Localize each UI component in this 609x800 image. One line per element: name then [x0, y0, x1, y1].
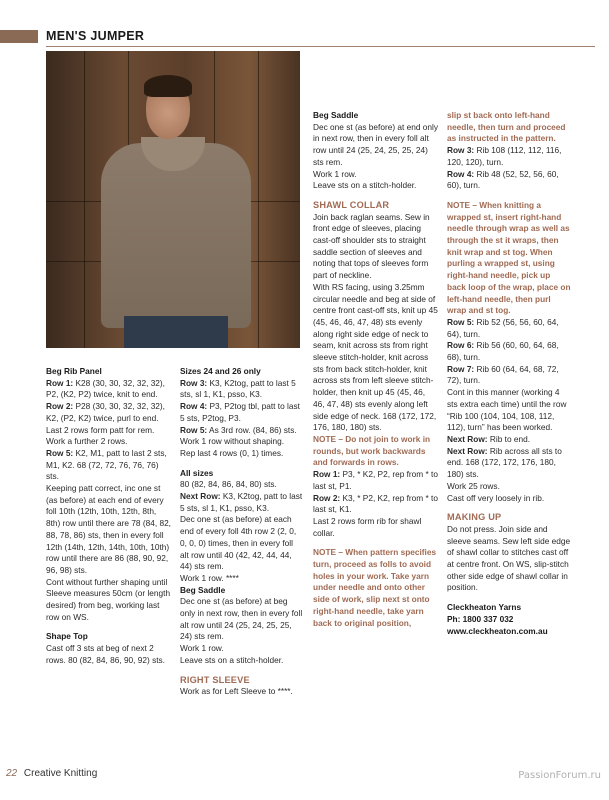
- row3: Row 3: K3, K2tog, patt to last 5 sts, sl 1, K1, psso, K3.: [180, 377, 296, 400]
- note-rows: NOTE – Do not join to work in rounds, but work backwards and forwards in rows.: [313, 433, 431, 468]
- row6: Row 6: Rib 56 (60, 60, 64, 68, 68), turn.: [447, 340, 559, 363]
- rs-facing-text: With RS facing, using 3.25mm circular needle and beg at side of centre front cast-off sts, knit up 45 (45, 46, 46, 47, 48) sts evenly along right side edge of neck to seam, knit across sts from right sleeve stitch-holder, knit across sts from back stitch-holder, knit across sts from left sleeve stitch-holder, then knit up 45 (45, 46, 46, 47, 48) sts evenly along left side edge of neck. 168 (172, 172, 176, 180, 180) sts.: [313, 281, 438, 433]
- row7: Row 7: Rib 60 (64, 64, 68, 72, 72), turn.: [447, 363, 559, 386]
- model-jeans: [124, 316, 228, 348]
- note-wrapped-st: NOTE – When knitting a wrapped st, insert right-hand needle through wrap as well as through the st it wraps, then knit wrap and st tog. When purling a wrapped st, using right-hand needle, pick up back loop of the wrap, place on left-hand needle, then purl wrap and st tog.: [447, 199, 571, 316]
- contact-name: Cleckheaton Yarns: [447, 602, 522, 613]
- keeping-patt: Keeping patt correct, inc one st (as before) at each end of every foll 10th (12th, 10th, 12th, 8th, 8th) row until there are 78 (84, 82, 88, 78, 86) sts, then in every foll 12th (14th, 12th, 14th, 10th, 10th) row until there are 86 (88, 90, 92, 96, 98) sts.: [46, 483, 171, 575]
- cont-manner: Cont in this manner (working 4 sts extra each time) until the row “Rib 100 (104, 104, 108, 112, 112), turn” has been worked.: [447, 387, 567, 433]
- shape-top-title: Shape Top: [46, 631, 88, 642]
- all-sizes-title: All sizes: [180, 467, 214, 478]
- shape-top-text: Cast off 3 sts at beg of next 2 rows. 80 (82, 84, 86, 90, 92) sts.: [46, 643, 165, 665]
- contact-phone: Ph: 1800 337 032: [447, 613, 514, 624]
- section-title: MEN'S JUMPER: [46, 29, 145, 43]
- row1: Row 1: K28 (30, 30, 32, 32, 32), P2, (K2, P2) twice, knit to end.: [46, 377, 165, 400]
- beg-rib-panel-title: Beg Rib Panel: [46, 366, 102, 376]
- sizes-title: Sizes 24 and 26 only: [180, 366, 261, 376]
- note-turn: NOTE – When pattern specifies turn, proceed as folls to avoid holes in your work. Take yarn under needle and onto other side of work, slip next st onto right-hand needle, take yarn back to original position,: [313, 547, 437, 628]
- beg-saddle-title: Beg Saddle: [180, 584, 226, 595]
- making-up-text: Do not press. Join side and sleeve seams. Sew left side edge of shawl collar to stitches cast off at centre front. On WS, slip-stitch other side edge of shawl collar in position.: [447, 523, 571, 593]
- leave-sts: Leave sts on a stitch-holder.: [313, 180, 417, 191]
- row4: Row 4: P3, P2tog tbl, patt to last 5 sts, P2tog, P3.: [180, 401, 300, 423]
- last-2-rows: Last 2 rows form rib for shawl collar.: [313, 515, 422, 538]
- note-turn-cont: slip st back onto left-hand needle, then turn and proceed as instructed in the pattern.: [447, 110, 566, 144]
- model-hair: [144, 75, 192, 97]
- contact-web: www.cleckheaton.com.au: [447, 625, 548, 636]
- cont-without: Cont without further shaping until Sleeve measures 50cm (or length desired) from beg, working last row on WS.: [46, 576, 171, 622]
- making-up-title: MAKING UP: [447, 512, 502, 523]
- page-number: 22: [6, 768, 18, 779]
- shawl-collar-title: SHAWL COLLAR: [313, 199, 390, 210]
- column-2: [180, 366, 304, 698]
- right-sleeve-title: RIGHT SLEEVE: [180, 674, 250, 685]
- beg-saddle-text: Dec one st (as before) at end only in next row, then in every foll alt row until 24 (25, 24, 25, 25, 24) sts rem.: [313, 121, 438, 167]
- work-row: Work 1 row. ****: [180, 572, 239, 583]
- magazine-name: Creative Knitting: [23, 768, 98, 779]
- work-1-row: Work 1 row without shaping.: [180, 436, 285, 447]
- column-3: [313, 110, 438, 629]
- model-photo: [46, 51, 300, 348]
- row2: Row 2: K3, * P2, K2, rep from * to last st, K1.: [313, 492, 438, 515]
- last-2-rows: Last 2 rows form patt for rem.: [46, 424, 155, 435]
- header-divider: [46, 46, 595, 47]
- next-row: Next Row: K3, K2tog, patt to last 5 sts, sl 1, K1, psso, K3.: [180, 491, 303, 513]
- shawl-text: Join back raglan seams. Sew in front edge of sleeves, placing cast-off shoulder sts to straight saddle section of sleeves and noting that tops of sleeves form part of neckline.: [313, 211, 430, 281]
- column-1: [46, 366, 171, 667]
- work-25-rows: Work 25 rows.: [447, 480, 500, 491]
- beg-saddle-text: Dec one st (as before) at beg only in next row, then in every foll alt row until 24 (25, 24, 25, 25, 24) sts rem.: [180, 596, 303, 642]
- header-accent-bar: [0, 30, 38, 43]
- dec-text: Dec one st (as before) at each end of every foll 4th row 2 (2, 0, 0, 0, 0) times, then in every foll alt row until 40 (42, 42, 44, 44, 44) sts rem.: [180, 514, 297, 572]
- page-footer: [6, 768, 97, 779]
- row5: Row 5: As 3rd row. (84, 86) sts.: [180, 424, 297, 435]
- leave-sts: Leave sts on a stitch-holder.: [180, 654, 284, 665]
- watermark: PassionForum.ru: [518, 770, 601, 781]
- row4: Row 4: Rib 48 (52, 52, 56, 60, 60), turn.: [447, 168, 559, 191]
- next-row-1: Next Row: Rib to end.: [447, 433, 531, 444]
- beg-saddle-title: Beg Saddle: [313, 110, 359, 120]
- cast-off: Cast off very loosely in rib.: [447, 492, 545, 503]
- work-further: Work a further 2 rows.: [46, 436, 128, 447]
- row1: Row 1: P3, * K2, P2, rep from * to last st, P1.: [313, 469, 438, 491]
- right-sleeve-text: Work as for Left Sleeve to ****.: [180, 686, 293, 697]
- row5: Row 5: Rib 52 (56, 56, 60, 64, 64), turn.: [447, 316, 559, 339]
- row2: Row 2: P28 (30, 30, 32, 32, 32), K2, (P2, K2) twice, purl to end.: [46, 401, 165, 423]
- row5: Row 5: K2, M1, patt to last 2 sts, M1, K2. 68 (72, 72, 76, 76, 76) sts.: [46, 447, 167, 482]
- work-1-row-b: Work 1 row.: [180, 643, 224, 654]
- rep-last: Rep last 4 rows (0, 1) times.: [180, 447, 284, 458]
- column-4: [447, 110, 571, 637]
- work-1-row: Work 1 row.: [313, 168, 357, 179]
- row3: Row 3: Rib 108 (112, 112, 116, 120, 120), turn.: [447, 145, 562, 167]
- next-row-2: Next Row: Rib across all sts to end. 168 (172, 172, 176, 180, 180) sts.: [447, 445, 562, 480]
- all-sizes-text: 80 (82, 84, 86, 84, 80) sts.: [180, 479, 277, 490]
